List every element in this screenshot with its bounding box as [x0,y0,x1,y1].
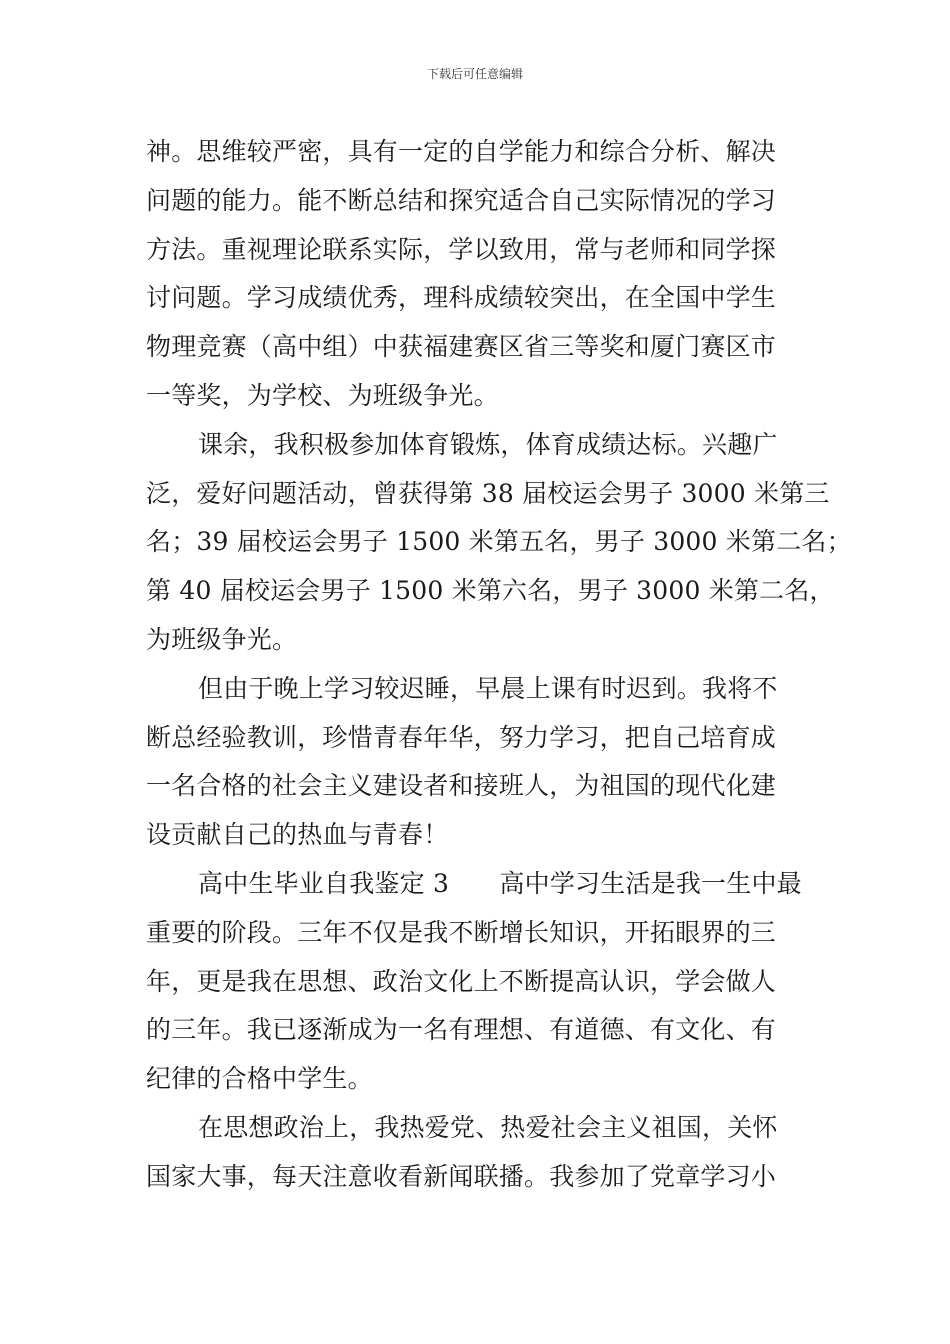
text-line: 重要的阶段。三年不仅是我不断增长知识，开拓眼界的三 [146,917,777,947]
text-line: 讨问题。学习成绩优秀，理科成绩较突出，在全国中学生 [146,283,777,313]
text-line: 名；39 届校运会男子 1500 米第五名，男子 3000 米第二名； [146,527,852,557]
text-line: 神。思维较严密，具有一定的自学能力和综合分析、解决 [146,137,777,166]
paragraph-first-line: 课余，我积极参加体育锻炼，体育成绩达标。兴趣广 [198,429,778,459]
text-line: 为班级争光。 [146,624,298,654]
text-line: 问题的能力。能不断总结和探究适合自己实际情况的学习 [146,185,777,215]
text-line: 纪律的合格中学生。 [146,1064,373,1094]
paragraph-first-line: 但由于晚上学习较迟睡，早晨上课有时迟到。我将不 [198,673,778,703]
text-line: 国家大事，每天注意收看新闻联播。我参加了党章学习小 [146,1161,777,1191]
document-body [146,128,852,1202]
text-line: 断总经验教训，珍惜青春年华，努力学习，把自己培育成 [146,722,777,752]
text-line: 泛，爱好问题活动，曾获得第 38 届校运会男子 3000 米第三 [146,478,830,508]
text-line: 物理竞赛（高中组）中获福建赛区省三等奖和厦门赛区市 [146,332,777,362]
text-line: 一等奖，为学校、为班级争光。 [146,380,499,410]
text-line: 设贡献自己的热血与青春！ [146,820,449,850]
paragraph-first-line: 高中生毕业自我鉴定 3 高中学习生活是我一生中最 [198,868,802,898]
text-line: 方法。重视理论联系实际，学以致用，常与老师和同学探 [146,234,777,264]
text-line: 的三年。我已逐渐成为一名有理想、有道德、有文化、有 [146,1015,777,1045]
text-line: 一名合格的社会主义建设者和接班人，为祖国的现代化建 [146,771,777,801]
text-line: 第 40 届校运会男子 1500 米第六名，男子 3000 米第二名， [146,576,835,606]
text-line: 年，更是我在思想、政治文化上不断提高认识，学会做人 [146,966,777,996]
page-header: 下载后可任意编辑 [426,67,523,81]
paragraph-first-line: 在思想政治上，我热爱党、热爱社会主义祖国，关怀 [198,1112,778,1142]
